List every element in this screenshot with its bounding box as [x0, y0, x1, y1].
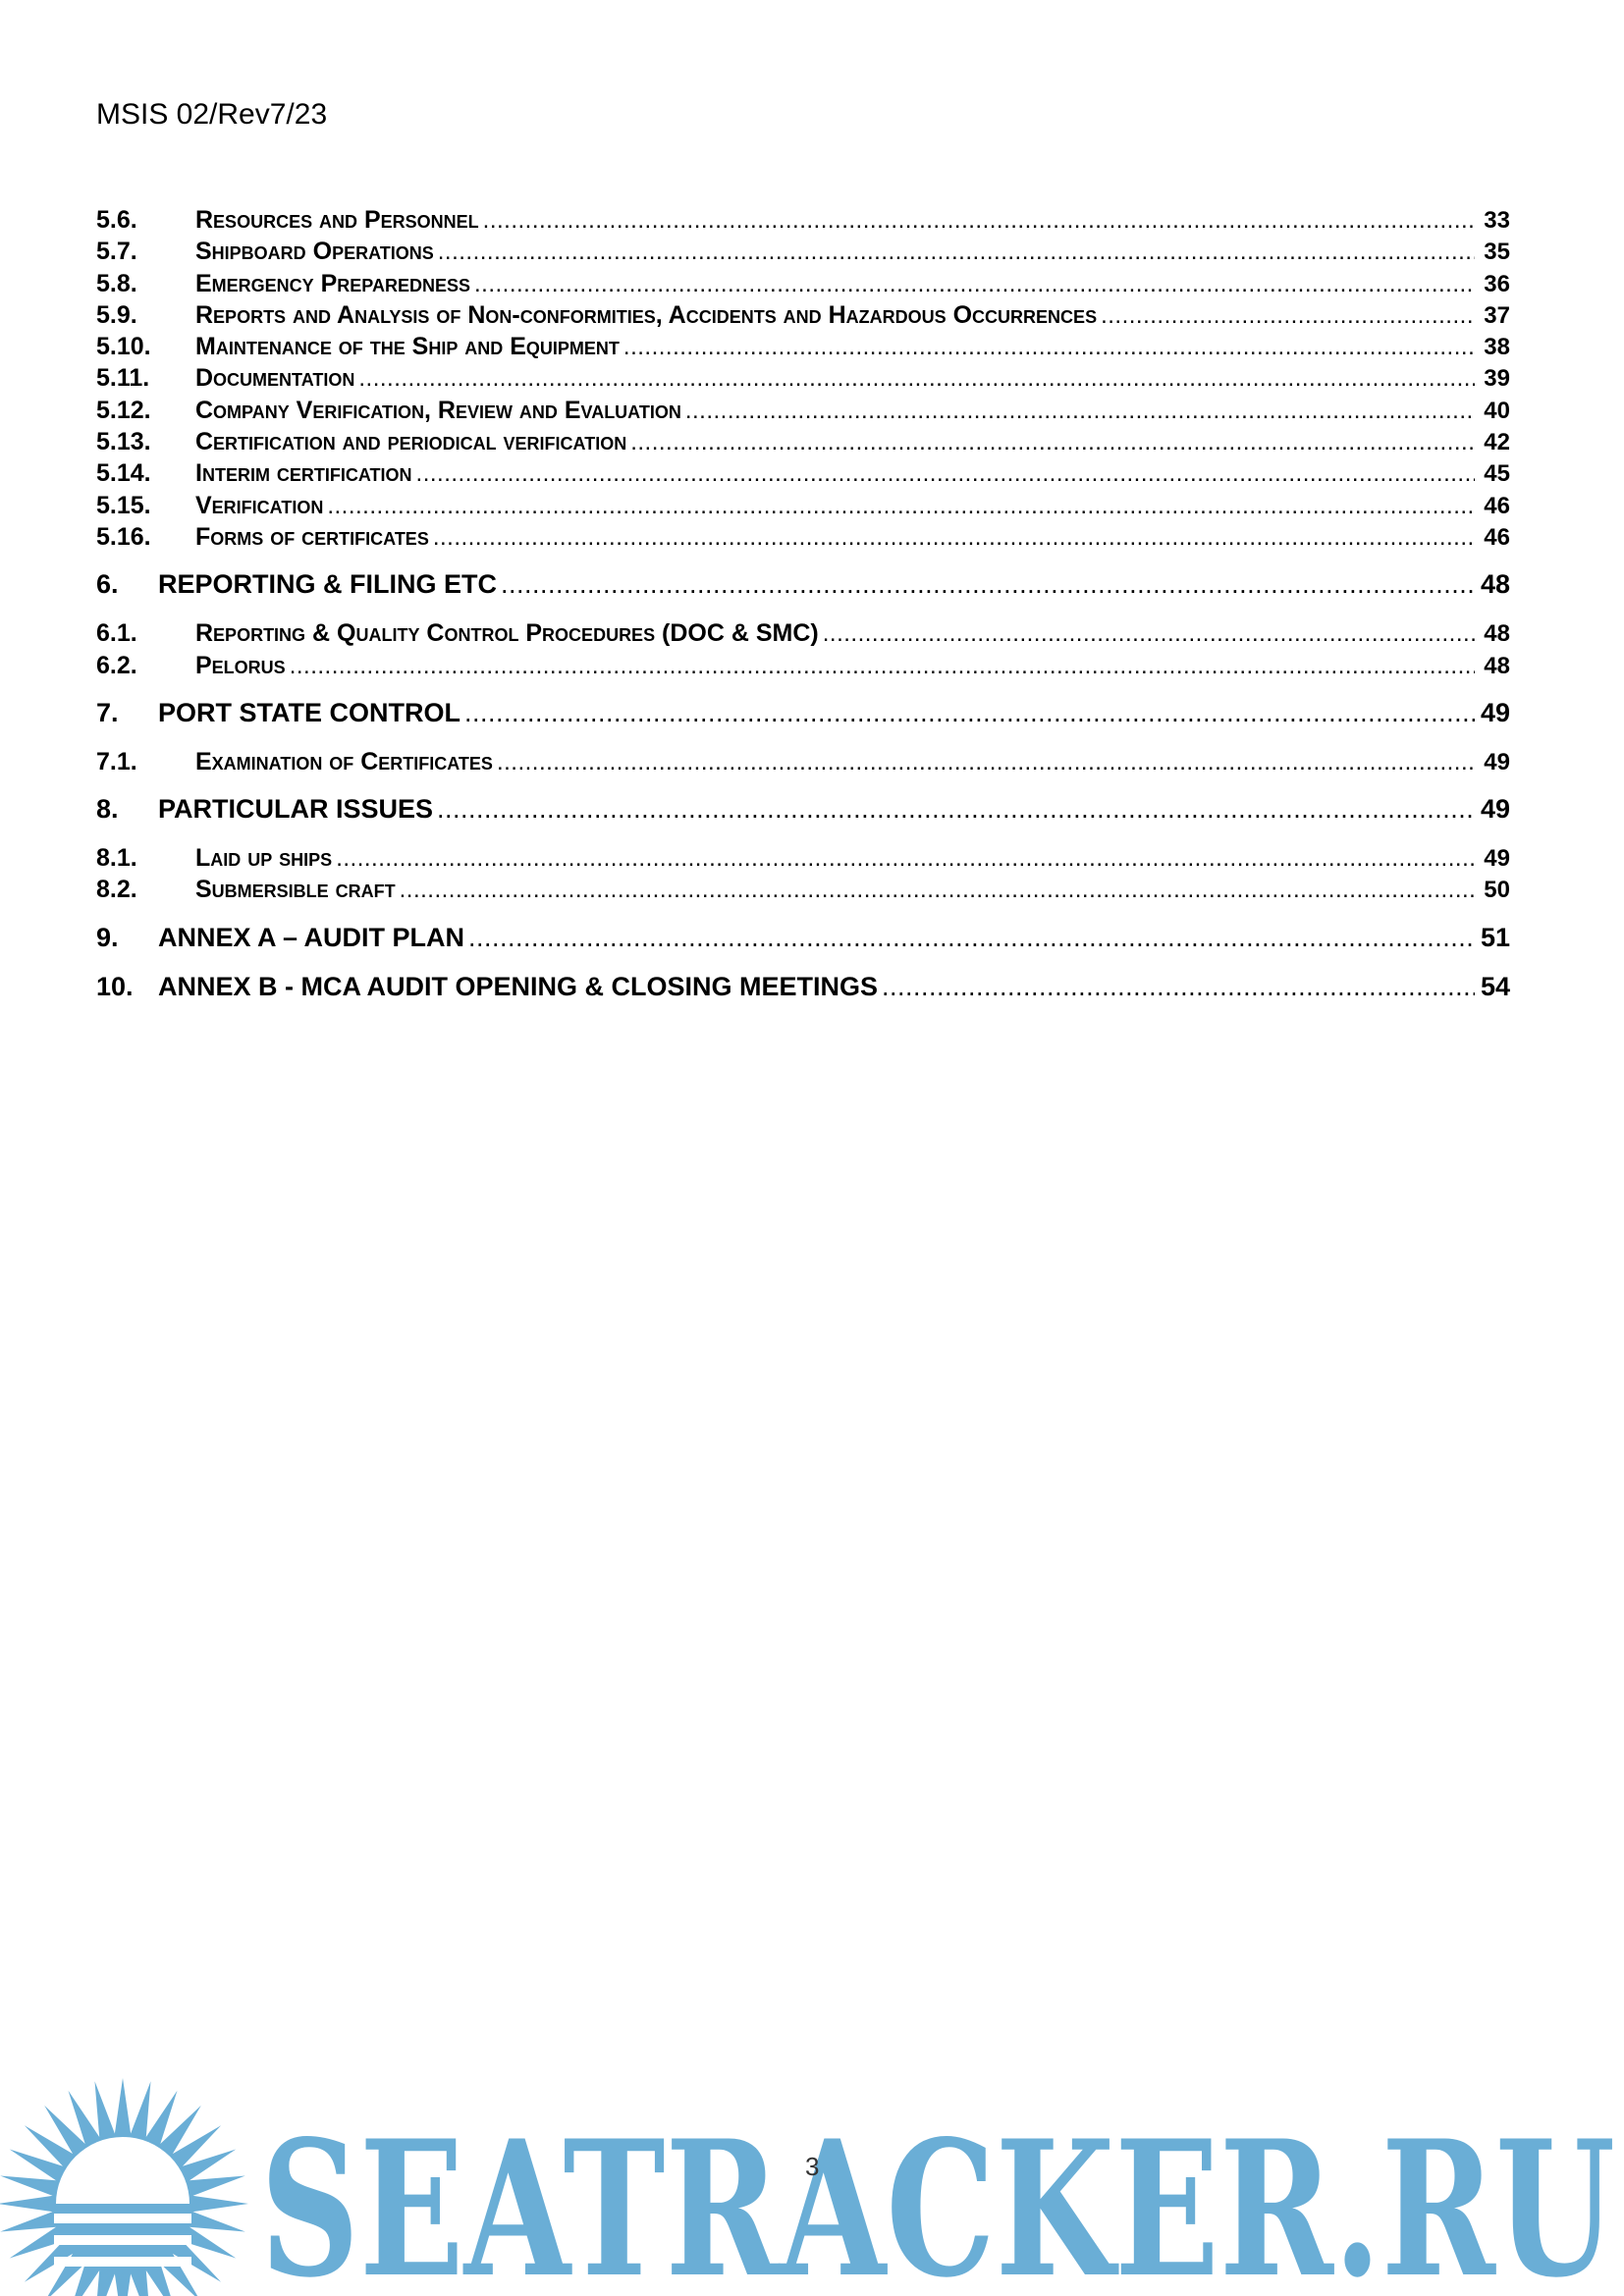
- wave-line: [54, 2214, 191, 2223]
- toc-entry-number: 8.2.: [96, 876, 137, 904]
- document-id: MSIS 02/Rev7/23: [96, 98, 328, 131]
- toc-entry-number: 5.7.: [96, 238, 137, 266]
- toc-entry-page: 45: [1484, 460, 1510, 488]
- toc-entry[interactable]: [96, 331, 1510, 362]
- toc-entry-number: 5.10.: [96, 333, 151, 361]
- toc-entry-page: 37: [1484, 301, 1510, 329]
- toc-entry-title: Submersible craft: [195, 876, 396, 904]
- toc-entry-number: 8.: [96, 794, 119, 825]
- toc-entry-title: ANNEX B - MCA AUDIT OPENING & CLOSING MEETINGS: [158, 971, 879, 1001]
- toc-entry-page: 40: [1484, 397, 1510, 424]
- toc-entry-title: ANNEX A – AUDIT PLAN: [158, 922, 465, 952]
- toc-entry[interactable]: [96, 793, 1510, 825]
- toc-entry-number: 5.15.: [96, 491, 151, 519]
- toc-dot-leader: [623, 332, 1475, 363]
- toc-entry-title: Laid up ships: [195, 844, 333, 873]
- toc-entry-page: 42: [1484, 429, 1510, 456]
- toc-entry[interactable]: [96, 842, 1510, 874]
- toc-entry-title: Reporting & Quality Control Procedures (DOC & SMC): [195, 619, 819, 648]
- toc-entry-title: Examination of Certificates: [195, 747, 493, 775]
- toc-entry-number: 5.14.: [96, 459, 151, 488]
- toc-entry-number: 5.11.: [96, 364, 150, 393]
- toc-entry-page: 48: [1484, 652, 1510, 679]
- toc-entry[interactable]: [96, 617, 1510, 649]
- toc-entry[interactable]: [96, 650, 1510, 681]
- toc-entry-page: 33: [1484, 207, 1510, 234]
- toc-dot-leader: [474, 269, 1475, 300]
- toc-entry-number: 10.: [96, 971, 134, 1001]
- page-number: 3: [805, 2152, 820, 2181]
- toc-entry[interactable]: [96, 971, 1510, 1002]
- toc-entry-page: 48: [1480, 569, 1510, 600]
- toc-entry-title: Shipboard Operations: [195, 238, 434, 266]
- wave-line: [54, 2257, 191, 2267]
- toc-entry-title: Verification: [195, 491, 324, 519]
- sun-burst-icon: [0, 2078, 248, 2296]
- toc-entry-page: 39: [1484, 365, 1510, 393]
- toc-entry-page: 51: [1480, 922, 1510, 952]
- toc-entry[interactable]: [96, 426, 1510, 457]
- toc-entry-number: 5.6.: [96, 206, 137, 234]
- toc-entry-page: 49: [1484, 845, 1510, 873]
- toc-entry-title: Certification and periodical verification: [195, 428, 627, 456]
- toc-dot-leader: [433, 522, 1475, 554]
- toc-dot-leader: [1101, 300, 1475, 332]
- toc-dot-leader: [336, 843, 1475, 875]
- toc-entry-title: Maintenance of the Ship and Equipment: [195, 333, 620, 361]
- toc-entry[interactable]: [96, 568, 1510, 600]
- toc-entry[interactable]: [96, 299, 1510, 331]
- toc-entry-number: 6.: [96, 569, 119, 600]
- toc-entry[interactable]: [96, 268, 1510, 299]
- toc-entry[interactable]: [96, 362, 1510, 394]
- toc-entry-page: 48: [1484, 620, 1510, 648]
- toc-entry[interactable]: [96, 697, 1510, 728]
- toc-dot-leader: [823, 618, 1475, 650]
- toc-entry[interactable]: [96, 874, 1510, 905]
- toc-entry-number: 7.: [96, 697, 119, 727]
- toc-entry-page: 35: [1484, 239, 1510, 266]
- toc-entry-page: 46: [1484, 492, 1510, 519]
- toc-entry-number: 6.2.: [96, 651, 137, 679]
- toc-entry-title: REPORTING & FILING ETC: [158, 569, 498, 600]
- toc-entry-number: 5.9.: [96, 300, 137, 329]
- toc-entry-number: 5.8.: [96, 269, 137, 297]
- toc-entry[interactable]: [96, 521, 1510, 553]
- toc-entry-page: 50: [1484, 877, 1510, 904]
- toc-entry-title: Interim certification: [195, 459, 412, 488]
- toc-entry-title: PORT STATE CONTROL: [158, 697, 460, 727]
- toc-dot-leader: [416, 458, 1475, 490]
- toc-entry-page: 54: [1480, 971, 1510, 1001]
- toc-entry[interactable]: [96, 922, 1510, 953]
- toc-entry-title: PARTICULAR ISSUES: [158, 794, 434, 825]
- toc-dot-leader: [358, 363, 1475, 395]
- toc-entry-number: 5.13.: [96, 428, 151, 456]
- table-of-contents: [96, 204, 1510, 1020]
- toc-entry-page: 46: [1484, 523, 1510, 551]
- toc-dot-leader: [685, 396, 1475, 427]
- toc-entry[interactable]: [96, 746, 1510, 777]
- toc-entry-page: 49: [1480, 697, 1510, 727]
- toc-entry-number: 6.1.: [96, 619, 137, 648]
- toc-dot-leader: [400, 875, 1475, 906]
- toc-entry-number: 5.16.: [96, 522, 151, 551]
- toc-entry-page: 49: [1480, 794, 1510, 825]
- toc-dot-leader: [437, 793, 1475, 825]
- toc-entry-page: 36: [1484, 270, 1510, 297]
- toc-dot-leader: [438, 237, 1475, 268]
- toc-dot-leader: [882, 971, 1475, 1002]
- toc-entry[interactable]: [96, 457, 1510, 489]
- toc-entry-number: 8.1.: [96, 844, 137, 873]
- wave-line: [54, 2235, 191, 2245]
- toc-entry[interactable]: [96, 395, 1510, 426]
- toc-entry-title: Reports and Analysis of Non-conformities, Accidents and Hazardous Occurrences: [195, 300, 1098, 329]
- toc-dot-leader: [630, 427, 1475, 458]
- toc-entry[interactable]: [96, 490, 1510, 521]
- toc-entry-title: Documentation: [195, 364, 355, 393]
- toc-dot-leader: [290, 651, 1475, 682]
- toc-entry-title: Emergency Preparedness: [195, 269, 470, 297]
- toc-entry[interactable]: [96, 236, 1510, 267]
- toc-entry-title: Company Verification, Review and Evaluation: [195, 396, 681, 424]
- toc-entry-page: 49: [1484, 748, 1510, 775]
- watermark-text: SEATRACKER.RU: [260, 2100, 1615, 2296]
- toc-dot-leader: [327, 491, 1475, 522]
- toc-entry-page: 38: [1484, 334, 1510, 361]
- toc-dot-leader: [497, 747, 1475, 778]
- toc-dot-leader: [483, 205, 1475, 237]
- toc-entry-number: 5.12.: [96, 396, 151, 424]
- toc-entry-title: Resources and Personnel: [195, 206, 479, 234]
- toc-dot-leader: [501, 568, 1475, 600]
- toc-dot-leader: [464, 697, 1475, 728]
- toc-entry-title: Pelorus: [195, 651, 286, 679]
- toc-entry[interactable]: [96, 204, 1510, 236]
- toc-entry-title: Forms of certificates: [195, 522, 429, 551]
- toc-entry-number: 9.: [96, 922, 119, 952]
- toc-dot-leader: [468, 922, 1475, 953]
- toc-entry-number: 7.1.: [96, 747, 137, 775]
